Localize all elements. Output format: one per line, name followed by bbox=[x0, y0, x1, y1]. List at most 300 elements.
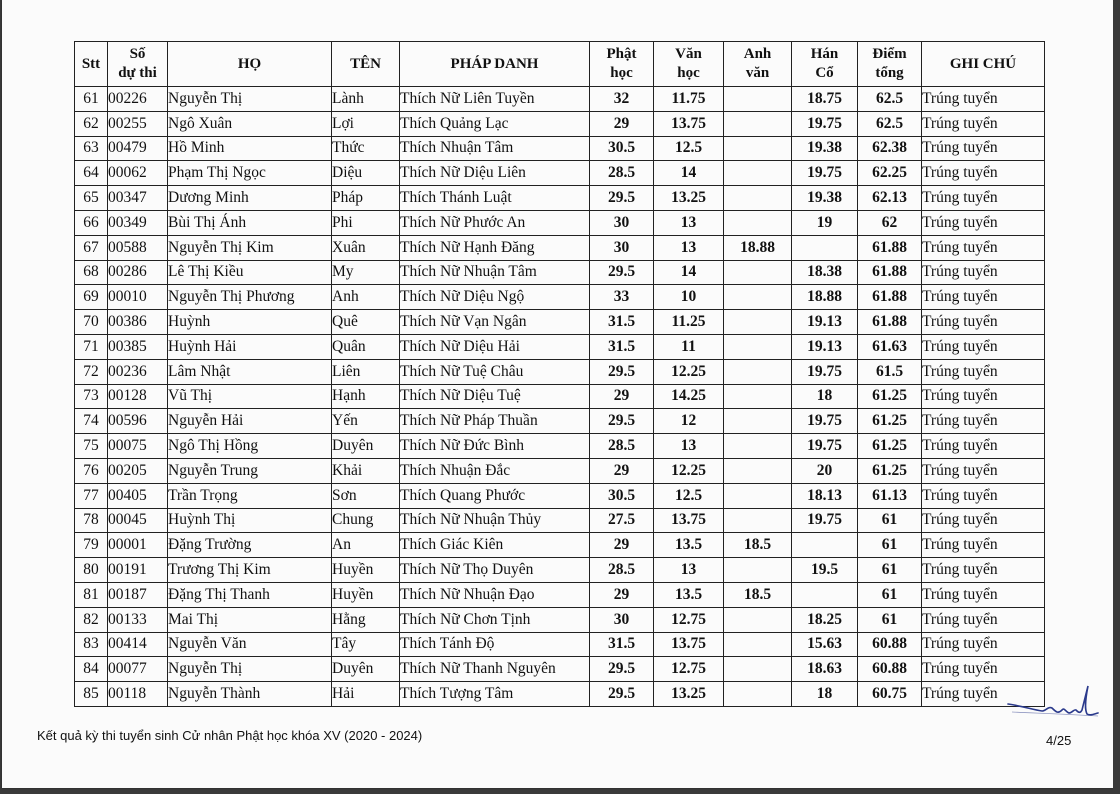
header-van-hoc: Văn học bbox=[654, 42, 724, 87]
cell-anh-van bbox=[724, 210, 792, 235]
cell-ghi-chu: Trúng tuyển bbox=[922, 409, 1045, 434]
cell-ho: Nguyễn Thị Phương bbox=[168, 285, 332, 310]
cell-han-co: 18.25 bbox=[792, 607, 858, 632]
cell-ten: Lành bbox=[332, 87, 400, 112]
cell-van-hoc: 13 bbox=[654, 210, 724, 235]
cell-ghi-chu: Trúng tuyển bbox=[922, 508, 1045, 533]
cell-ho: Huỳnh Hải bbox=[168, 334, 332, 359]
table-row bbox=[75, 533, 1045, 558]
cell-stt: 76 bbox=[75, 458, 108, 483]
cell-ghi-chu: Trúng tuyển bbox=[922, 632, 1045, 657]
cell-ho: Huỳnh Thị bbox=[168, 508, 332, 533]
cell-ho: Phạm Thị Ngọc bbox=[168, 161, 332, 186]
cell-ghi-chu: Trúng tuyển bbox=[922, 359, 1045, 384]
cell-van-hoc: 13.5 bbox=[654, 582, 724, 607]
cell-van-hoc: 12.75 bbox=[654, 657, 724, 682]
cell-so-du-thi: 00001 bbox=[108, 533, 168, 558]
cell-ghi-chu: Trúng tuyển bbox=[922, 161, 1045, 186]
header-so-du-thi: Số dự thi bbox=[108, 42, 168, 87]
cell-so-du-thi: 00133 bbox=[108, 607, 168, 632]
cell-phap-danh: Thích Nữ Nhuận Thủy bbox=[400, 508, 590, 533]
cell-ten: Hạnh bbox=[332, 384, 400, 409]
cell-ten: Tây bbox=[332, 632, 400, 657]
cell-van-hoc: 12.5 bbox=[654, 483, 724, 508]
cell-han-co bbox=[792, 533, 858, 558]
cell-ten: Hằng bbox=[332, 607, 400, 632]
cell-anh-van bbox=[724, 285, 792, 310]
cell-so-du-thi: 00479 bbox=[108, 136, 168, 161]
cell-han-co: 19.75 bbox=[792, 434, 858, 459]
cell-stt: 71 bbox=[75, 334, 108, 359]
cell-han-co: 19 bbox=[792, 210, 858, 235]
cell-ho: Nguyễn Thị Kim bbox=[168, 235, 332, 260]
cell-stt: 64 bbox=[75, 161, 108, 186]
cell-van-hoc: 13.75 bbox=[654, 508, 724, 533]
cell-diem-tong: 61.88 bbox=[858, 310, 922, 335]
cell-ho: Trương Thị Kim bbox=[168, 558, 332, 583]
cell-anh-van: 18.88 bbox=[724, 235, 792, 260]
cell-phap-danh: Thích Nữ Diệu Liên bbox=[400, 161, 590, 186]
cell-ghi-chu: Trúng tuyển bbox=[922, 682, 1045, 707]
cell-phap-danh: Thích Nữ Diệu Ngộ bbox=[400, 285, 590, 310]
cell-van-hoc: 12.5 bbox=[654, 136, 724, 161]
cell-ten: Chung bbox=[332, 508, 400, 533]
cell-han-co: 18 bbox=[792, 384, 858, 409]
cell-diem-tong: 61 bbox=[858, 533, 922, 558]
cell-ghi-chu: Trúng tuyển bbox=[922, 210, 1045, 235]
cell-phat-hoc: 29 bbox=[590, 458, 654, 483]
cell-phap-danh: Thích Nữ Hạnh Đăng bbox=[400, 235, 590, 260]
cell-han-co: 18.75 bbox=[792, 87, 858, 112]
cell-ghi-chu: Trúng tuyển bbox=[922, 657, 1045, 682]
cell-van-hoc: 12 bbox=[654, 409, 724, 434]
cell-phat-hoc: 29.5 bbox=[590, 409, 654, 434]
cell-diem-tong: 60.75 bbox=[858, 682, 922, 707]
cell-han-co: 19.75 bbox=[792, 161, 858, 186]
cell-anh-van: 18.5 bbox=[724, 582, 792, 607]
cell-phat-hoc: 29 bbox=[590, 384, 654, 409]
header-ten: TÊN bbox=[332, 42, 400, 87]
cell-so-du-thi: 00077 bbox=[108, 657, 168, 682]
table-row bbox=[75, 607, 1045, 632]
cell-ten: Yến bbox=[332, 409, 400, 434]
cell-stt: 79 bbox=[75, 533, 108, 558]
cell-stt: 68 bbox=[75, 260, 108, 285]
cell-stt: 84 bbox=[75, 657, 108, 682]
cell-ten: Phi bbox=[332, 210, 400, 235]
table-row bbox=[75, 508, 1045, 533]
cell-anh-van bbox=[724, 409, 792, 434]
cell-ghi-chu: Trúng tuyển bbox=[922, 186, 1045, 211]
cell-so-du-thi: 00191 bbox=[108, 558, 168, 583]
cell-so-du-thi: 00187 bbox=[108, 582, 168, 607]
cell-diem-tong: 62.38 bbox=[858, 136, 922, 161]
cell-van-hoc: 13 bbox=[654, 558, 724, 583]
cell-phap-danh: Thích Nữ Tuệ Châu bbox=[400, 359, 590, 384]
cell-phap-danh: Thích Nữ Thọ Duyên bbox=[400, 558, 590, 583]
header-ghi-chu: GHI CHÚ bbox=[922, 42, 1045, 87]
cell-phat-hoc: 29 bbox=[590, 533, 654, 558]
cell-ho: Hồ Minh bbox=[168, 136, 332, 161]
cell-anh-van bbox=[724, 657, 792, 682]
cell-diem-tong: 61.13 bbox=[858, 483, 922, 508]
cell-han-co: 18.63 bbox=[792, 657, 858, 682]
cell-ho: Nguyễn Trung bbox=[168, 458, 332, 483]
cell-anh-van bbox=[724, 458, 792, 483]
cell-ten: Huyền bbox=[332, 558, 400, 583]
cell-ten: My bbox=[332, 260, 400, 285]
table-body bbox=[75, 87, 1045, 707]
cell-stt: 63 bbox=[75, 136, 108, 161]
cell-phat-hoc: 29.5 bbox=[590, 359, 654, 384]
header-anh-van: Anh văn bbox=[724, 42, 792, 87]
cell-phat-hoc: 29.5 bbox=[590, 682, 654, 707]
cell-diem-tong: 61 bbox=[858, 607, 922, 632]
cell-so-du-thi: 00128 bbox=[108, 384, 168, 409]
cell-han-co: 19.75 bbox=[792, 508, 858, 533]
table-row bbox=[75, 682, 1045, 707]
cell-stt: 73 bbox=[75, 384, 108, 409]
cell-van-hoc: 11 bbox=[654, 334, 724, 359]
cell-ho: Mai Thị bbox=[168, 607, 332, 632]
cell-ten: Khải bbox=[332, 458, 400, 483]
cell-so-du-thi: 00045 bbox=[108, 508, 168, 533]
table-row bbox=[75, 87, 1045, 112]
cell-diem-tong: 62.13 bbox=[858, 186, 922, 211]
cell-ghi-chu: Trúng tuyển bbox=[922, 458, 1045, 483]
cell-van-hoc: 14 bbox=[654, 260, 724, 285]
table-row bbox=[75, 334, 1045, 359]
cell-diem-tong: 62 bbox=[858, 210, 922, 235]
cell-ten: Diệu bbox=[332, 161, 400, 186]
cell-anh-van: 18.5 bbox=[724, 533, 792, 558]
cell-ghi-chu: Trúng tuyển bbox=[922, 533, 1045, 558]
cell-anh-van bbox=[724, 434, 792, 459]
table-row bbox=[75, 210, 1045, 235]
cell-anh-van bbox=[724, 186, 792, 211]
table-row bbox=[75, 483, 1045, 508]
cell-anh-van bbox=[724, 558, 792, 583]
cell-van-hoc: 13 bbox=[654, 235, 724, 260]
cell-phat-hoc: 30.5 bbox=[590, 483, 654, 508]
cell-anh-van bbox=[724, 632, 792, 657]
cell-ghi-chu: Trúng tuyển bbox=[922, 384, 1045, 409]
cell-van-hoc: 12.75 bbox=[654, 607, 724, 632]
cell-phap-danh: Thích Quảng Lạc bbox=[400, 111, 590, 136]
cell-ghi-chu: Trúng tuyển bbox=[922, 111, 1045, 136]
cell-phap-danh: Thích Nữ Pháp Thuần bbox=[400, 409, 590, 434]
cell-han-co: 18.13 bbox=[792, 483, 858, 508]
cell-phat-hoc: 31.5 bbox=[590, 310, 654, 335]
cell-ten: Sơn bbox=[332, 483, 400, 508]
cell-van-hoc: 10 bbox=[654, 285, 724, 310]
cell-stt: 80 bbox=[75, 558, 108, 583]
header-stt: Stt bbox=[75, 42, 108, 87]
cell-so-du-thi: 00349 bbox=[108, 210, 168, 235]
cell-phap-danh: Thích Nữ Phước An bbox=[400, 210, 590, 235]
cell-phap-danh: Thích Tánh Độ bbox=[400, 632, 590, 657]
cell-van-hoc: 14 bbox=[654, 161, 724, 186]
cell-stt: 83 bbox=[75, 632, 108, 657]
cell-so-du-thi: 00414 bbox=[108, 632, 168, 657]
cell-phap-danh: Thích Quang Phước bbox=[400, 483, 590, 508]
cell-van-hoc: 12.25 bbox=[654, 359, 724, 384]
cell-diem-tong: 61.63 bbox=[858, 334, 922, 359]
cell-phat-hoc: 31.5 bbox=[590, 632, 654, 657]
cell-phap-danh: Thích Nữ Liên Tuyền bbox=[400, 87, 590, 112]
cell-phat-hoc: 29.5 bbox=[590, 260, 654, 285]
cell-van-hoc: 11.25 bbox=[654, 310, 724, 335]
cell-diem-tong: 61.25 bbox=[858, 384, 922, 409]
cell-han-co: 20 bbox=[792, 458, 858, 483]
table-row bbox=[75, 260, 1045, 285]
cell-van-hoc: 12.25 bbox=[654, 458, 724, 483]
cell-phap-danh: Thích Nhuận Tâm bbox=[400, 136, 590, 161]
header-phat-hoc: Phật học bbox=[590, 42, 654, 87]
cell-han-co: 19.13 bbox=[792, 310, 858, 335]
cell-ho: Đặng Thị Thanh bbox=[168, 582, 332, 607]
cell-diem-tong: 61.25 bbox=[858, 409, 922, 434]
footer-caption: Kết quả kỳ thi tuyển sinh Cử nhân Phật học khóa XV (2020 - 2024) bbox=[37, 728, 423, 743]
cell-ten: Quê bbox=[332, 310, 400, 335]
cell-stt: 85 bbox=[75, 682, 108, 707]
cell-diem-tong: 60.88 bbox=[858, 632, 922, 657]
table-row bbox=[75, 186, 1045, 211]
cell-stt: 77 bbox=[75, 483, 108, 508]
cell-phap-danh: Thích Nữ Nhuận Tâm bbox=[400, 260, 590, 285]
cell-phap-danh: Thích Nữ Đức Bình bbox=[400, 434, 590, 459]
cell-anh-van bbox=[724, 161, 792, 186]
cell-anh-van bbox=[724, 310, 792, 335]
cell-phat-hoc: 30 bbox=[590, 235, 654, 260]
cell-stt: 81 bbox=[75, 582, 108, 607]
cell-ghi-chu: Trúng tuyển bbox=[922, 136, 1045, 161]
cell-van-hoc: 13.25 bbox=[654, 186, 724, 211]
cell-van-hoc: 11.75 bbox=[654, 87, 724, 112]
cell-ghi-chu: Trúng tuyển bbox=[922, 334, 1045, 359]
cell-phat-hoc: 29.5 bbox=[590, 186, 654, 211]
cell-ho: Ngô Thị Hồng bbox=[168, 434, 332, 459]
cell-han-co: 19.75 bbox=[792, 111, 858, 136]
header-diem-tong: Điểm tổng bbox=[858, 42, 922, 87]
cell-ho: Vũ Thị bbox=[168, 384, 332, 409]
cell-phap-danh: Thích Nữ Diệu Hải bbox=[400, 334, 590, 359]
cell-ghi-chu: Trúng tuyển bbox=[922, 558, 1045, 583]
cell-ten: An bbox=[332, 533, 400, 558]
cell-ghi-chu: Trúng tuyển bbox=[922, 310, 1045, 335]
cell-ho: Nguyễn Hải bbox=[168, 409, 332, 434]
cell-phap-danh: Thích Nữ Chơn Tịnh bbox=[400, 607, 590, 632]
cell-so-du-thi: 00118 bbox=[108, 682, 168, 707]
cell-so-du-thi: 00255 bbox=[108, 111, 168, 136]
cell-han-co: 19.13 bbox=[792, 334, 858, 359]
cell-phat-hoc: 28.5 bbox=[590, 558, 654, 583]
cell-anh-van bbox=[724, 607, 792, 632]
cell-diem-tong: 61.88 bbox=[858, 260, 922, 285]
cell-so-du-thi: 00405 bbox=[108, 483, 168, 508]
cell-phap-danh: Thích Nữ Vạn Ngân bbox=[400, 310, 590, 335]
cell-anh-van bbox=[724, 260, 792, 285]
cell-stt: 74 bbox=[75, 409, 108, 434]
cell-diem-tong: 61.25 bbox=[858, 458, 922, 483]
header-ho: HỌ bbox=[168, 42, 332, 87]
cell-phat-hoc: 30 bbox=[590, 210, 654, 235]
page-number: 4/25 bbox=[1046, 733, 1072, 748]
cell-phap-danh: Thích Thánh Luật bbox=[400, 186, 590, 211]
cell-ghi-chu: Trúng tuyển bbox=[922, 87, 1045, 112]
cell-han-co: 15.63 bbox=[792, 632, 858, 657]
cell-so-du-thi: 00062 bbox=[108, 161, 168, 186]
cell-anh-van bbox=[724, 682, 792, 707]
cell-so-du-thi: 00347 bbox=[108, 186, 168, 211]
cell-stt: 82 bbox=[75, 607, 108, 632]
cell-anh-van bbox=[724, 483, 792, 508]
cell-ho: Đặng Trường bbox=[168, 533, 332, 558]
header-row bbox=[75, 42, 1045, 87]
cell-stt: 70 bbox=[75, 310, 108, 335]
cell-stt: 61 bbox=[75, 87, 108, 112]
cell-ho: Trần Trọng bbox=[168, 483, 332, 508]
cell-van-hoc: 13.75 bbox=[654, 632, 724, 657]
cell-phap-danh: Thích Giác Kiên bbox=[400, 533, 590, 558]
cell-diem-tong: 61.88 bbox=[858, 285, 922, 310]
cell-so-du-thi: 00386 bbox=[108, 310, 168, 335]
table-row bbox=[75, 310, 1045, 335]
cell-diem-tong: 61.25 bbox=[858, 434, 922, 459]
cell-anh-van bbox=[724, 384, 792, 409]
cell-anh-van bbox=[724, 334, 792, 359]
cell-phat-hoc: 29 bbox=[590, 582, 654, 607]
cell-phat-hoc: 32 bbox=[590, 87, 654, 112]
table-row bbox=[75, 235, 1045, 260]
cell-ten: Anh bbox=[332, 285, 400, 310]
cell-diem-tong: 62.25 bbox=[858, 161, 922, 186]
cell-phap-danh: Thích Nữ Diệu Tuệ bbox=[400, 384, 590, 409]
cell-phat-hoc: 30.5 bbox=[590, 136, 654, 161]
cell-han-co: 18.38 bbox=[792, 260, 858, 285]
cell-ghi-chu: Trúng tuyển bbox=[922, 235, 1045, 260]
table-row bbox=[75, 136, 1045, 161]
cell-diem-tong: 60.88 bbox=[858, 657, 922, 682]
cell-ghi-chu: Trúng tuyển bbox=[922, 260, 1045, 285]
cell-han-co: 19.38 bbox=[792, 186, 858, 211]
table-row bbox=[75, 434, 1045, 459]
cell-anh-van bbox=[724, 359, 792, 384]
cell-ho: Ngô Xuân bbox=[168, 111, 332, 136]
cell-phat-hoc: 33 bbox=[590, 285, 654, 310]
cell-ten: Duyên bbox=[332, 657, 400, 682]
cell-phat-hoc: 31.5 bbox=[590, 334, 654, 359]
cell-phat-hoc: 27.5 bbox=[590, 508, 654, 533]
cell-van-hoc: 14.25 bbox=[654, 384, 724, 409]
cell-diem-tong: 62.5 bbox=[858, 87, 922, 112]
cell-diem-tong: 61.88 bbox=[858, 235, 922, 260]
cell-ho: Huỳnh bbox=[168, 310, 332, 335]
cell-han-co: 19.75 bbox=[792, 359, 858, 384]
cell-so-du-thi: 00075 bbox=[108, 434, 168, 459]
cell-ho: Lê Thị Kiều bbox=[168, 260, 332, 285]
cell-ghi-chu: Trúng tuyển bbox=[922, 434, 1045, 459]
document-page bbox=[2, 0, 1113, 788]
cell-so-du-thi: 00596 bbox=[108, 409, 168, 434]
table-row bbox=[75, 409, 1045, 434]
table-row bbox=[75, 458, 1045, 483]
cell-stt: 65 bbox=[75, 186, 108, 211]
cell-ghi-chu: Trúng tuyển bbox=[922, 607, 1045, 632]
cell-stt: 67 bbox=[75, 235, 108, 260]
cell-ten: Huyền bbox=[332, 582, 400, 607]
cell-stt: 62 bbox=[75, 111, 108, 136]
cell-phap-danh: Thích Nữ Nhuận Đạo bbox=[400, 582, 590, 607]
cell-diem-tong: 61.5 bbox=[858, 359, 922, 384]
cell-ho: Bùi Thị Ánh bbox=[168, 210, 332, 235]
cell-ten: Duyên bbox=[332, 434, 400, 459]
cell-ho: Nguyễn Thành bbox=[168, 682, 332, 707]
cell-ghi-chu: Trúng tuyển bbox=[922, 483, 1045, 508]
cell-ten: Liên bbox=[332, 359, 400, 384]
cell-ten: Pháp bbox=[332, 186, 400, 211]
cell-so-du-thi: 00236 bbox=[108, 359, 168, 384]
cell-ho: Dương Minh bbox=[168, 186, 332, 211]
cell-ten: Hải bbox=[332, 682, 400, 707]
table-row bbox=[75, 632, 1045, 657]
cell-phap-danh: Thích Nhuận Đắc bbox=[400, 458, 590, 483]
cell-so-du-thi: 00010 bbox=[108, 285, 168, 310]
cell-van-hoc: 13.5 bbox=[654, 533, 724, 558]
cell-stt: 72 bbox=[75, 359, 108, 384]
results-table bbox=[74, 41, 1045, 707]
cell-van-hoc: 13.25 bbox=[654, 682, 724, 707]
cell-ho: Lâm Nhật bbox=[168, 359, 332, 384]
cell-han-co: 18.88 bbox=[792, 285, 858, 310]
scan-edge bbox=[1113, 0, 1120, 794]
table-row bbox=[75, 384, 1045, 409]
cell-stt: 69 bbox=[75, 285, 108, 310]
table-row bbox=[75, 558, 1045, 583]
cell-phat-hoc: 28.5 bbox=[590, 434, 654, 459]
cell-anh-van bbox=[724, 87, 792, 112]
table-row bbox=[75, 111, 1045, 136]
cell-phap-danh: Thích Nữ Thanh Nguyên bbox=[400, 657, 590, 682]
cell-han-co: 19.5 bbox=[792, 558, 858, 583]
cell-stt: 75 bbox=[75, 434, 108, 459]
cell-han-co: 18 bbox=[792, 682, 858, 707]
cell-ho: Nguyễn Thị bbox=[168, 657, 332, 682]
table-row bbox=[75, 161, 1045, 186]
cell-anh-van bbox=[724, 111, 792, 136]
cell-ten: Quân bbox=[332, 334, 400, 359]
cell-ho: Nguyễn Thị bbox=[168, 87, 332, 112]
table-row bbox=[75, 657, 1045, 682]
cell-han-co: 19.75 bbox=[792, 409, 858, 434]
cell-so-du-thi: 00205 bbox=[108, 458, 168, 483]
cell-ten: Thức bbox=[332, 136, 400, 161]
table-row bbox=[75, 285, 1045, 310]
cell-anh-van bbox=[724, 508, 792, 533]
cell-stt: 78 bbox=[75, 508, 108, 533]
cell-van-hoc: 13.75 bbox=[654, 111, 724, 136]
signature-icon bbox=[1002, 680, 1102, 724]
header-phap-danh: PHÁP DANH bbox=[400, 42, 590, 87]
cell-ghi-chu: Trúng tuyển bbox=[922, 582, 1045, 607]
cell-ten: Lợi bbox=[332, 111, 400, 136]
table-row bbox=[75, 359, 1045, 384]
cell-diem-tong: 61 bbox=[858, 582, 922, 607]
cell-so-du-thi: 00226 bbox=[108, 87, 168, 112]
header-han-co: Hán Cổ bbox=[792, 42, 858, 87]
cell-diem-tong: 61 bbox=[858, 508, 922, 533]
cell-phat-hoc: 28.5 bbox=[590, 161, 654, 186]
